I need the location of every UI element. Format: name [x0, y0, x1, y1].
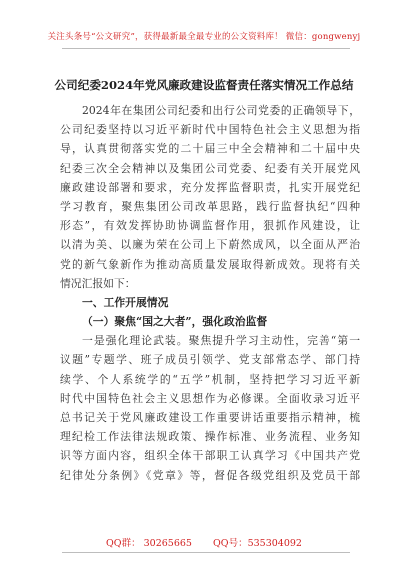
document-body: [60, 101, 360, 485]
paragraph-line: 时代中国特色社会主义思想作为必修课。全面收录习近平: [60, 391, 360, 405]
paragraph-line: 理纪检工作法律法规政策、操作标准、业务流程、业务知: [60, 430, 360, 444]
footer-contact: [0, 535, 408, 549]
footer-qq-number: QQ号：535304092: [213, 538, 302, 549]
paragraph-line: 识等方面内容，组织全体干部职工认真学习《中国共产党: [60, 449, 360, 463]
section-heading: 一、工作开展情况: [82, 295, 169, 309]
footer-divider: [62, 552, 350, 553]
intro-line: 形态”，有效发挥协助协调监督作用，狠抓作风建设，让: [60, 219, 360, 233]
header-divider: [62, 48, 350, 49]
paragraph-line: 总书记关于党风廉政建设工作重要讲话重要指示精神，梳: [60, 411, 360, 424]
intro-line: 学习教育，聚焦集团公司改革思路，践行监督执纪“四种: [60, 199, 360, 213]
intro-line: 纪委三次全会精神以及集团公司党委、纪委有关开展党风: [60, 161, 360, 175]
intro-line: 导，认真贯彻落实党的二十届三中全会精神和二十届中央: [60, 142, 360, 156]
intro-line: 党的新气象新作为推动高质量发展取得新成效。现将有关: [60, 257, 360, 271]
intro-line: 以清为美、以廉为荣在公司上下蔚然成风，以全面从严治: [60, 238, 360, 252]
intro-line: 2024年在集团公司纪委和出行公司党委的正确领导下，: [82, 104, 360, 117]
paragraph-line: 续学、个人系统学的“五学”机制，坚持把学习习近平新: [60, 372, 360, 386]
sub-heading: （一）聚焦“国之大者”，强化政治监督: [82, 315, 268, 329]
intro-line: 公司纪委坚持以习近平新时代中国特色社会主义思想为指: [60, 123, 360, 137]
document-title: 公司纪委2024年党风廉政建设监督责任落实情况工作总结: [54, 78, 354, 92]
header-promo-note: 关注头条号“公文研究”，获得最新最全最专业的公文资料库！ 微信：gongwenyj: [47, 32, 361, 42]
intro-line: 廉政建设部署和要求，充分发挥监督职责，扎实开展党纪: [60, 180, 360, 194]
paragraph-line: 纪律处分条例》《党章》等，督促各级党组织及党员干部: [60, 468, 360, 482]
intro-line: 情况汇报如下：: [60, 276, 136, 290]
paragraph-line: 议题”专题学、班子成员引领学、党支部常态学、部门持: [60, 353, 360, 367]
paragraph-line: 一是强化理论武装。聚焦提升学习主动性，完善“第一: [82, 334, 360, 348]
footer-qq-group: QQ群： 30265665: [106, 538, 192, 549]
